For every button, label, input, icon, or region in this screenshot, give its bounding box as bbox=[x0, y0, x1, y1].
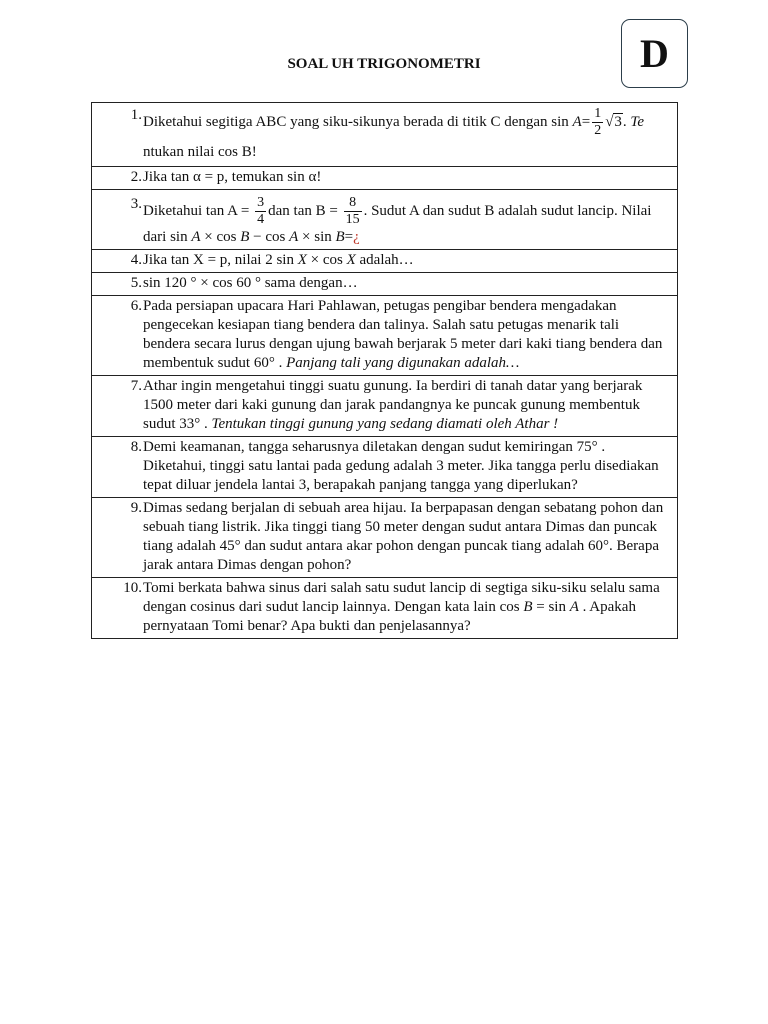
question-text: Athar ingin mengetahui tinggi suatu gunung. Ia berdiri di tanah datar yang berjarak 1500 meter dari kaki gunung dan jarak pandangnya ke puncak gunung membentuk sudut 33° . Tentukan tinggi gunung yang sedang diamati oleh Athar ! bbox=[143, 378, 643, 432]
question-text: Jika tan α = p, temukan sin α! bbox=[143, 169, 322, 185]
question-row-2 bbox=[92, 167, 678, 190]
fraction: $\frac{1}{2}$ bbox=[594, 106, 602, 138]
sqrt-icon: √ bbox=[605, 113, 614, 130]
question-number: 6. bbox=[130, 298, 142, 314]
question-number: 9. bbox=[130, 500, 142, 516]
page-title: SOAL UH TRIGONOMETRI bbox=[287, 56, 481, 72]
question-row-6 bbox=[92, 296, 678, 376]
question-number: 5. bbox=[130, 275, 142, 291]
question-row-5 bbox=[92, 273, 678, 296]
question-number: 8. bbox=[130, 439, 142, 455]
question-text: Jika tan X = p, nilai 2 sin X × cos X adalah… bbox=[143, 252, 414, 268]
question-number: 10. bbox=[123, 580, 142, 596]
question-row-10 bbox=[92, 578, 678, 639]
question-row-3 bbox=[92, 190, 678, 250]
question-text: Dimas sedang berjalan di sebuah area hijau. Ia berpapasan dengan sebatang pohon dan sebuah tiang listrik. Jika tinggi tiang 50 meter dengan sudut antara Dimas dan puncak tiang adalah 45° dan sudut antara akar pohon dengan puncak tiang adalah 60°. Berapa jarak antara Dimas dengan pohon? bbox=[143, 500, 664, 573]
question-row-9 bbox=[92, 498, 678, 578]
question-text: Diketahui segitiga ABC yang siku-sikunya berada di titik C dengan sin A= $\frac{1}{2}$ √3. Te ntukan nilai cos B! bbox=[143, 106, 645, 160]
question-text: Tomi berkata bahwa sinus dari salah satu sudut lancip di segtiga siku-siku selalu sama dengan cosinus dari sudut lancip lainnya. Dengan kata lain cos B = sin A . Apakah pernyataan Tomi benar? Apa bukti dan penjelasannya? bbox=[143, 580, 660, 634]
questions-table bbox=[91, 102, 678, 639]
question-number: 4. bbox=[130, 252, 142, 268]
fraction: $\frac{3}{4}$ bbox=[257, 195, 265, 227]
question-number: 7. bbox=[130, 378, 142, 394]
variant-letter: D bbox=[640, 31, 669, 76]
question-text: Demi keamanan, tangga seharusnya diletakan dengan sudut kemiringan 75° . Diketahui, tinggi satu lantai pada gedung adalah 3 meter. Jika tangga perlu disediakan tepat diluar jendela lantai 3, berapakah panjang tangga yang diperlukan? bbox=[143, 439, 659, 493]
fraction: $\frac{8}{15}$ bbox=[345, 195, 360, 227]
question-row-1 bbox=[92, 103, 678, 167]
question-row-8 bbox=[92, 437, 678, 498]
question-text: Pada persiapan upacara Hari Pahlawan, petugas pengibar bendera mengadakan pengecekan kesiapan tiang bendera dan talinya. Salah satu petugas menarik tali bendera secara lurus dengan ujung bawah berjarak 5 meter dari kaki tiang bendera dan membentuk sudut 60° . Panjang tali yang digunakan adalah… bbox=[143, 298, 663, 371]
question-number: 3. bbox=[130, 196, 142, 212]
question-row-7 bbox=[92, 376, 678, 437]
variant-label-box bbox=[621, 19, 688, 88]
question-text: Diketahui tan A = $\frac{3}{4}$ dan tan B = $\frac{8}{15}$ . Sudut A dan sudut B adalah sudut lancip. Nilai dari sin A × cos B − cos A × sin B=¿ bbox=[143, 195, 652, 245]
question-row-4 bbox=[92, 250, 678, 273]
question-number: 2. bbox=[130, 169, 142, 185]
question-text: sin 120 ° × cos 60 ° sama dengan… bbox=[143, 275, 358, 291]
question-number: 1. bbox=[130, 107, 142, 123]
